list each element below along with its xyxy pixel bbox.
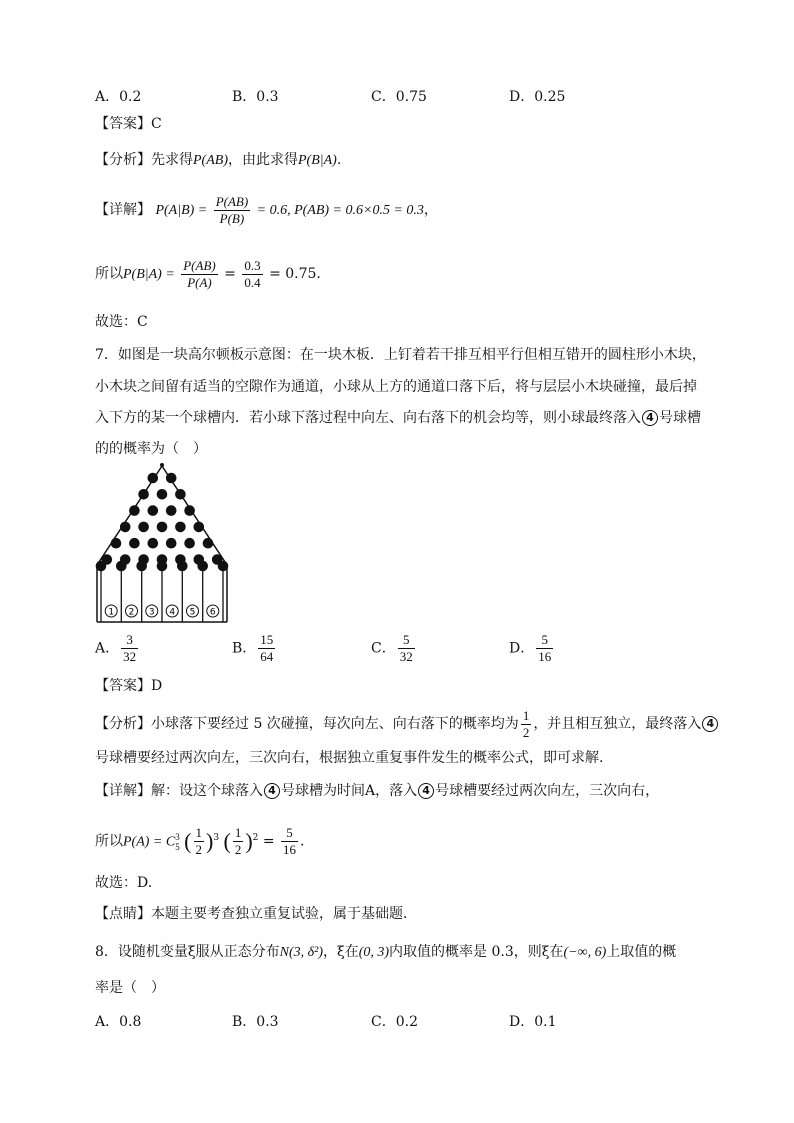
slot-label: 5 — [189, 607, 196, 618]
fraction-den: 16 — [538, 649, 552, 664]
q7-line-1: 7．如图是一块高尔顿板示意图：在一块木板．上钉着若干排互相平行但相互错开的圆柱形小木块， — [95, 347, 706, 363]
fraction-num: 15 — [260, 632, 274, 647]
math-expr: P(AB) — [193, 153, 228, 168]
punct: . — [300, 833, 305, 850]
q6-option-a: A．0.2 — [95, 89, 142, 105]
punct: ， — [423, 202, 438, 218]
fraction — [214, 194, 250, 227]
math-expr: P(B|A) = — [123, 267, 175, 282]
math-expr: N(3, δ²) — [279, 945, 323, 960]
q7-line-3 — [95, 406, 701, 430]
comb-sup: 3 — [175, 831, 180, 842]
peg — [175, 489, 186, 500]
fraction-num: 1 — [522, 707, 530, 723]
slot-dividers — [96, 561, 229, 622]
peg — [184, 538, 195, 549]
analysis-text: . — [336, 152, 342, 168]
peg — [194, 522, 205, 533]
q7-option-d — [509, 632, 555, 665]
detail-text: 号球槽为时间A，落入 — [281, 783, 418, 799]
q7-analysis-line-2 — [95, 748, 603, 768]
so-text: 所以 — [95, 833, 123, 850]
q8-line-2: 率是（ ） — [95, 980, 165, 996]
peg — [111, 538, 122, 549]
answer-tag: 【答案】 — [95, 116, 151, 132]
analysis-tag: 【分析】 — [95, 152, 151, 168]
q7-line-4: 的的概率为（ ） — [95, 441, 207, 457]
fraction-den: 2 — [195, 842, 202, 858]
peg — [166, 473, 177, 484]
fraction — [258, 632, 275, 665]
slot-label: 2 — [128, 607, 135, 618]
fraction — [181, 258, 217, 291]
comb-sub: 5 — [175, 841, 180, 852]
analysis-text: 小球落下要经过 5 次碰撞，每次向左、向右落下的概率均为 — [151, 716, 519, 732]
q6-conclusion — [95, 254, 321, 295]
q7-option-b — [232, 632, 277, 665]
comment-tag: 【点睛】 — [95, 906, 151, 922]
q6-option-d: D．0.25 — [509, 89, 566, 105]
fraction-num: P(AB) — [215, 193, 249, 209]
fraction-num: P(AB) — [183, 257, 216, 273]
option-label: A． — [95, 640, 120, 657]
so-text: 所以 — [95, 266, 123, 282]
fraction — [521, 708, 532, 741]
answer-tag: 【答案】 — [95, 678, 151, 694]
peg-grid — [102, 463, 223, 565]
q8-text: ，ξ在 — [323, 944, 359, 960]
peg — [138, 522, 149, 533]
paren-open: ( — [223, 828, 231, 854]
q7-text: 入下方的某一个球槽内．若小球下落过程中向左、向右落下的机会均等，则小球最终落入 — [95, 410, 641, 426]
q8-option-a: A．0.8 — [95, 1014, 142, 1030]
galton-board-figure — [94, 462, 230, 628]
peg — [184, 505, 195, 516]
slot-label: 3 — [148, 607, 155, 618]
fraction — [536, 632, 553, 665]
math-expr: = — [262, 833, 275, 850]
peg — [160, 463, 164, 467]
peg — [157, 489, 168, 500]
option-label: D． — [509, 640, 535, 657]
q7-option-a — [95, 632, 140, 665]
fraction — [242, 258, 262, 291]
fraction-den: 2 — [234, 842, 242, 858]
exponent: 3 — [213, 833, 220, 843]
q6-answer — [95, 114, 162, 134]
q7-comment — [95, 904, 407, 924]
peg — [166, 505, 177, 516]
q7-detail — [95, 781, 659, 801]
circled-four-icon: 4 — [642, 410, 658, 426]
fraction-num: 5 — [281, 825, 298, 842]
detail-tag: 【详解】 — [95, 783, 151, 799]
detail-text: 号球槽要经过两次向左，三次向右， — [435, 783, 660, 799]
answer-text: C — [151, 116, 162, 132]
math-expr: = — [224, 266, 236, 282]
peg — [166, 538, 177, 549]
peg — [129, 538, 140, 549]
fraction — [233, 825, 244, 858]
peg — [120, 522, 131, 533]
math-expr: (−∞, 6) — [563, 945, 607, 960]
fraction — [121, 632, 138, 665]
circled-four-icon: 4 — [702, 716, 718, 732]
slot-label: 4 — [169, 607, 176, 618]
q6-option-c: C．0.75 — [371, 89, 427, 105]
fraction-num: 0.3 — [244, 257, 261, 273]
fraction-den: P(B) — [219, 210, 245, 226]
q8-option-b: B．0.3 — [232, 1014, 279, 1030]
peg — [148, 538, 159, 549]
q7-conclusion — [95, 818, 305, 863]
peg — [203, 538, 214, 549]
q8-option-d: D．0.1 — [509, 1014, 557, 1030]
q8-line-1 — [95, 940, 676, 965]
fraction — [194, 825, 205, 858]
q8-text: 8．设随机变量ξ服从正态分布 — [95, 944, 280, 960]
math-expr: = 0.75. — [269, 266, 321, 282]
fraction — [398, 632, 415, 665]
q8-option-c: C．0.2 — [371, 1014, 418, 1030]
peg — [157, 522, 168, 533]
peg — [129, 505, 140, 516]
q8-text: 内取值的概率是 0.3，则ξ在 — [389, 944, 564, 960]
q7-text: 号球槽 — [659, 410, 701, 426]
fraction-num: 3 — [121, 632, 138, 649]
math-expr: (0, 3) — [358, 945, 390, 960]
exponent: 2 — [252, 833, 259, 843]
peg — [175, 522, 186, 533]
fraction-den: P(A) — [187, 274, 212, 290]
analysis-tag: 【分析】 — [95, 716, 151, 732]
q7-line-2: 小木块之间留有适当的空隙作为通道，小球从上方的通道口落下后，将与层层小木块碰撞，最后掉 — [95, 379, 697, 395]
analysis-text: ，并且相互独立，最终落入 — [533, 716, 702, 732]
analysis-text: 先求得 — [151, 152, 193, 168]
q7-answer — [95, 676, 162, 696]
fraction-num: 5 — [398, 632, 415, 649]
slot-label: 1 — [108, 607, 115, 618]
q6-option-b: B．0.3 — [232, 89, 279, 105]
combination-indices — [175, 832, 180, 852]
comment-text: 本题主要考查独立重复试验，属于基础题. — [151, 906, 408, 922]
option-label: B． — [232, 640, 257, 657]
circled-four-icon: 4 — [418, 783, 434, 799]
paren-close: ) — [245, 828, 253, 854]
detail-text: 解：设这个球落入 — [151, 783, 263, 799]
q7-analysis-line-1 — [95, 706, 719, 742]
q6-choose: 故选：C — [95, 314, 148, 330]
detail-tag: 【详解】 — [95, 202, 151, 218]
answer-text: D — [151, 678, 163, 694]
fraction-den: 64 — [260, 649, 274, 664]
math-expr: P(A|B) = — [155, 203, 208, 218]
peg — [148, 473, 159, 484]
fraction-den: 16 — [283, 842, 297, 858]
q8-text: 上取值的概 — [606, 944, 677, 960]
paren-close: ) — [206, 828, 214, 854]
math-expr: = 0.6, P(AB) = 0.6×0.5 = 0.3 — [256, 203, 424, 218]
peg — [148, 505, 159, 516]
slot-label: 6 — [209, 607, 216, 618]
math-expr: P(A) = C — [123, 834, 176, 850]
fraction-num: 1 — [195, 825, 202, 841]
analysis-text: 号球槽要经过两次向左，三次向右，根据独立重复事件发生的概率公式，即可求解. — [95, 750, 604, 766]
peg — [138, 489, 149, 500]
circled-four-icon: 4 — [264, 783, 280, 799]
paren-open: ( — [184, 828, 192, 854]
fraction — [281, 825, 298, 858]
fraction-den: 32 — [123, 649, 137, 664]
fraction-den: 2 — [522, 724, 530, 740]
q7-choose: 故选：D. — [95, 875, 153, 891]
fraction-den: 32 — [399, 649, 413, 664]
fraction-den: 0.4 — [244, 274, 261, 290]
option-label: C． — [371, 640, 396, 657]
q6-analysis — [95, 150, 341, 171]
fraction-num: 5 — [536, 632, 553, 649]
q6-detail — [95, 190, 438, 231]
math-expr: P(B|A) — [297, 153, 337, 168]
fraction-num: 1 — [234, 825, 242, 841]
q7-option-c — [371, 632, 417, 665]
analysis-text: ，由此求得 — [227, 152, 298, 168]
